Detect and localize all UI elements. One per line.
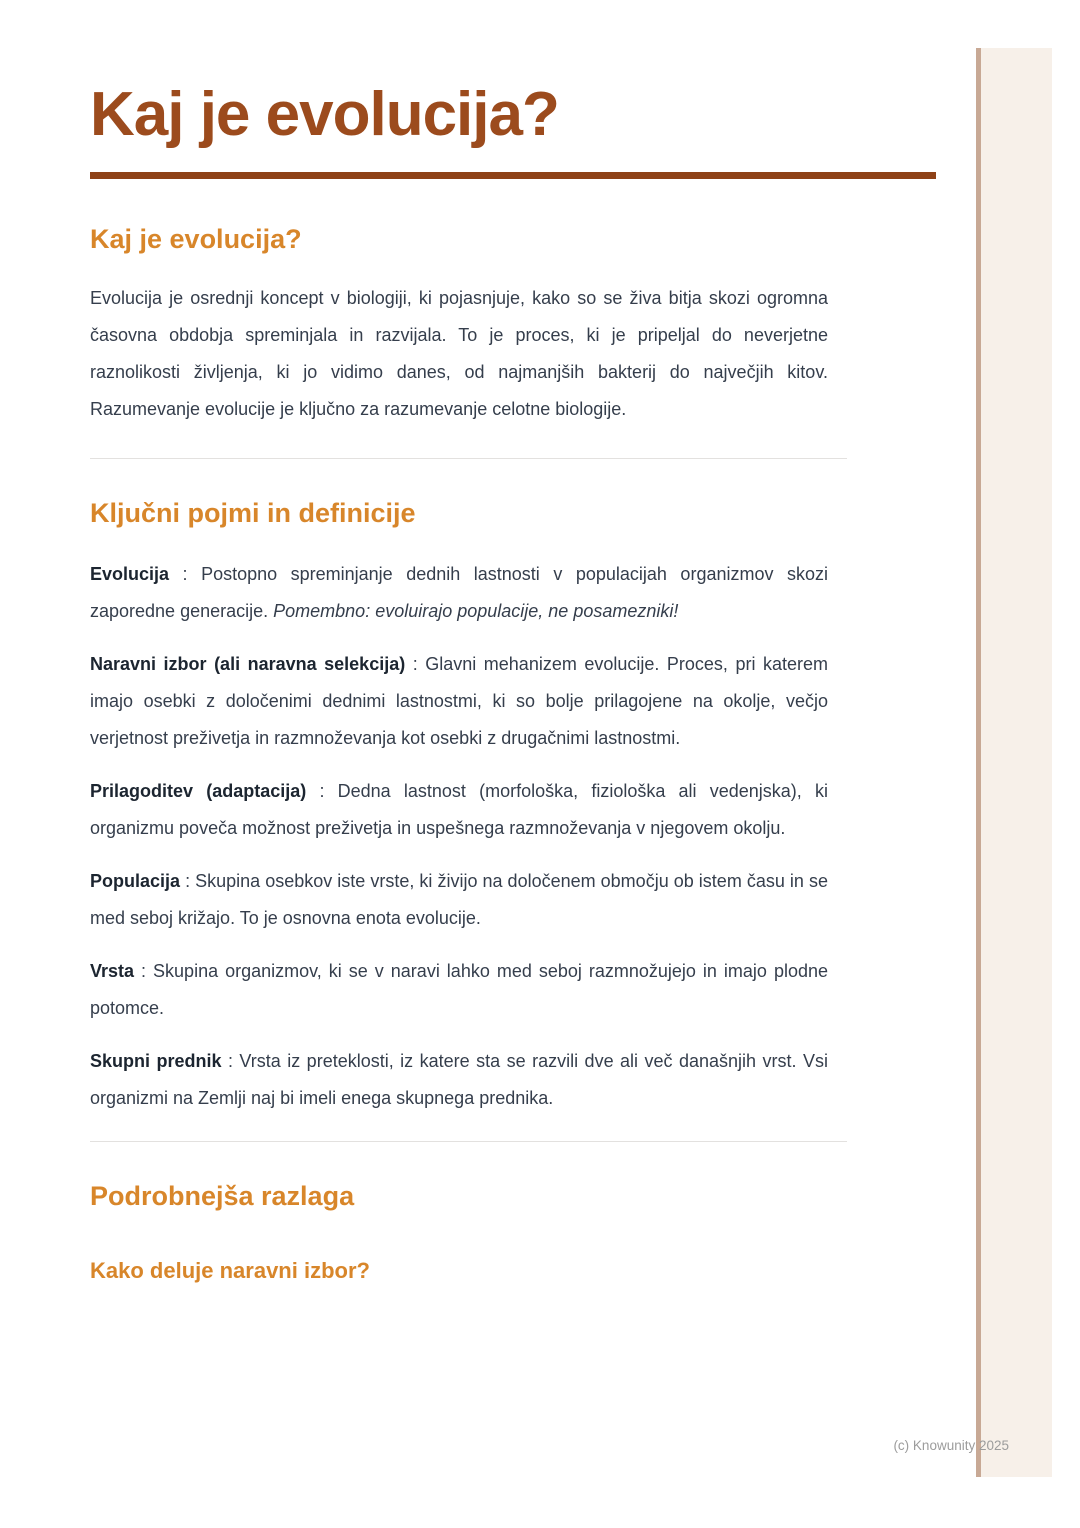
- definition-text: : Skupina organizmov, ki se v naravi lahko med seboj razmnožujejo in imajo plodne potomce.: [90, 961, 828, 1018]
- definition-text: : Skupina osebkov iste vrste, ki živijo na določenem območju ob istem času in se med seboj križajo. To je osnovna enota evolucije.: [90, 871, 828, 928]
- section-heading-intro: Kaj je evolucija?: [90, 224, 302, 254]
- section-divider: [90, 458, 847, 459]
- section-divider: [90, 1141, 847, 1142]
- intro-paragraph: Evolucija je osrednji koncept v biologiji, ki pojasnjuje, kako so se živa bitja skozi ogromna časovna obdobja spreminjala in razvijala. To je proces, ki je pripeljal do neverjetne raznolikosti življenja, ki jo vidimo danes, od najmanjših bakterij do največjih kitov. Razumevanje evolucije je ključno za razumevanje celotne biologije.: [90, 288, 828, 419]
- subsection-heading-natural-selection: Kako deluje naravni izbor?: [90, 1258, 370, 1283]
- definition-term: Populacija: [90, 871, 181, 891]
- decorative-side-stripe: [976, 48, 1052, 1477]
- definition-text: : Glavni mehanizem evolucije. Proces, pri katerem imajo osebki z določenimi dednimi lastnostmi, ki so bolje prilagojene na okolje, večjo verjetnost preživetja in razmnoževanja kot osebki z drugačnimi lastnostmi.: [90, 654, 828, 748]
- definition-item: [90, 953, 828, 1027]
- definition-term: Skupni prednik: [90, 1051, 222, 1071]
- page-title: Kaj je evolucija?: [90, 80, 559, 149]
- definition-item: [90, 556, 828, 630]
- title-underline-rule: [90, 172, 936, 179]
- definition-note-italic: Pomembno: evoluirajo populacije, ne posamezniki!: [273, 601, 679, 621]
- definition-term: Evolucija: [90, 564, 170, 584]
- definition-item: [90, 646, 828, 757]
- definition-text: : Postopno spreminjanje dednih lastnosti v populacijah organizmov skozi zaporedne generacije.: [90, 564, 828, 621]
- definition-term: Vrsta: [90, 961, 135, 981]
- definition-term: Naravni izbor (ali naravna selekcija): [90, 654, 406, 674]
- definitions-list: [90, 556, 828, 1117]
- document-content: [90, 0, 828, 1284]
- copyright-text: (c) Knowunity 2025: [893, 1438, 1009, 1453]
- section-heading-key-terms: Ključni pojmi in definicije: [90, 498, 416, 528]
- definition-text: : Dedna lastnost (morfološka, fiziološka ali vedenjska), ki organizmu poveča možnost preživetja in uspešnega razmnoževanja v njegovem okolju.: [90, 781, 828, 838]
- definition-item: [90, 1043, 828, 1117]
- section-heading-details: Podrobnejša razlaga: [90, 1181, 355, 1211]
- definition-item: [90, 863, 828, 937]
- definition-text: : Vrsta iz preteklosti, iz katere sta se razvili dve ali več današnjih vrst. Vsi organizmi na Zemlji naj bi imeli enega skupnega prednika.: [90, 1051, 828, 1108]
- definition-term: Prilagoditev (adaptacija): [90, 781, 307, 801]
- definition-item: [90, 773, 828, 847]
